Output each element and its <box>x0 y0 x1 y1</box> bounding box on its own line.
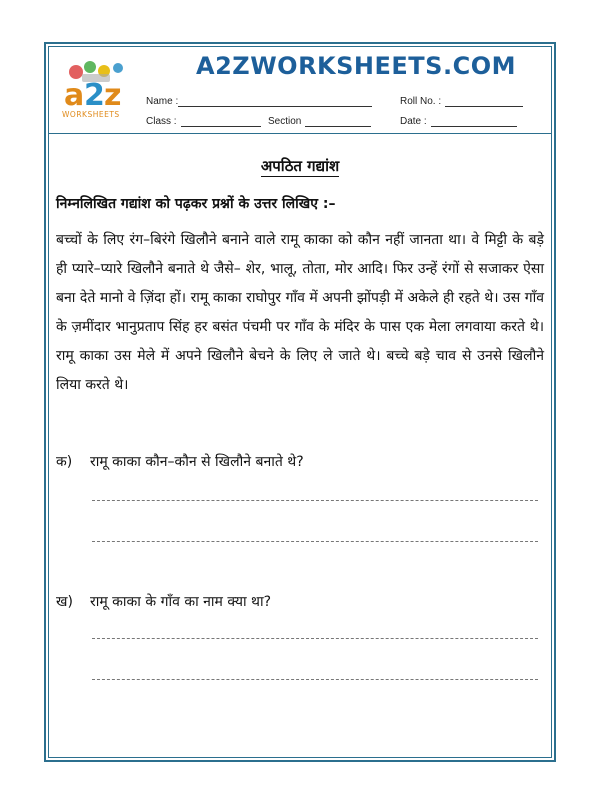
roll-label: Roll No. : <box>400 96 442 107</box>
svg-text:2: 2 <box>84 78 105 113</box>
section-field <box>268 116 371 127</box>
worksheet-title-text: अपठित गद्यांश <box>260 157 340 175</box>
question-1 <box>56 452 536 471</box>
answer-line-2b[interactable] <box>92 679 538 680</box>
date-line[interactable] <box>431 116 517 127</box>
name-line[interactable] <box>178 96 372 107</box>
name-field <box>146 96 372 107</box>
name-label: Name : <box>146 96 179 107</box>
svg-text:z: z <box>104 78 122 113</box>
question-1-text: रामू काका कौन–कौन से खिलौने बनाते थे? <box>90 454 304 470</box>
site-logo <box>58 58 136 122</box>
date-label: Date : <box>400 116 427 127</box>
date-field <box>400 116 517 127</box>
roll-field <box>400 96 523 107</box>
class-line[interactable] <box>181 116 261 127</box>
page-border-inner <box>48 46 552 758</box>
question-2-label: ख) <box>56 594 73 610</box>
instruction: निम्नलिखित गद्यांश को पढ़कर प्रश्नों के उत्तर लिखिए :– <box>56 196 336 212</box>
answer-line-2a[interactable] <box>92 638 538 639</box>
roll-line[interactable] <box>445 96 523 107</box>
site-title: A2ZWORKSHEETS.COM <box>196 52 516 80</box>
question-2 <box>56 592 536 611</box>
svg-text:WORKSHEETS: WORKSHEETS <box>62 110 120 119</box>
worksheet-title <box>0 156 600 176</box>
passage: बच्चों के लिए रंग–बिरंगे खिलौने बनाने वाले रामू काका को कौन नहीं जानता था। वे मिट्टी के बड़े ही प्यारे–प्यारे खिलौने बनाते थे जैसे– शेर, भालू, तोता, मोर आदि। फिर उन्हें रंगों से सजाकर ऐसा बना देते मानो वे ज़िंदा हों। रामू काका राघोपुर गाँव में अपनी झोंपड़ी में अकेले ही रहते थे। उस गाँव के ज़मींदार भानुप्रताप सिंह हर बसंत पंचमी पर गाँव के मंदिर के पास एक मेला लगवाया करते थे। रामू काका उस मेले में अपने खिलौने बेचने के लिए ले जाते थे। बच्चे बड़े चाव से उनसे खिलौने लिया करते थे। <box>56 232 544 393</box>
answer-line-1a[interactable] <box>92 500 538 501</box>
section-line[interactable] <box>305 116 371 127</box>
question-1-label: क) <box>56 454 73 470</box>
svg-text:a: a <box>64 78 85 113</box>
answer-line-1b[interactable] <box>92 541 538 542</box>
question-2-text: रामू काका के गाँव का नाम क्या था? <box>90 594 272 610</box>
logo-graphic <box>58 58 136 122</box>
section-label: Section <box>268 116 302 127</box>
class-field <box>146 116 261 127</box>
class-label: Class : <box>146 116 177 127</box>
